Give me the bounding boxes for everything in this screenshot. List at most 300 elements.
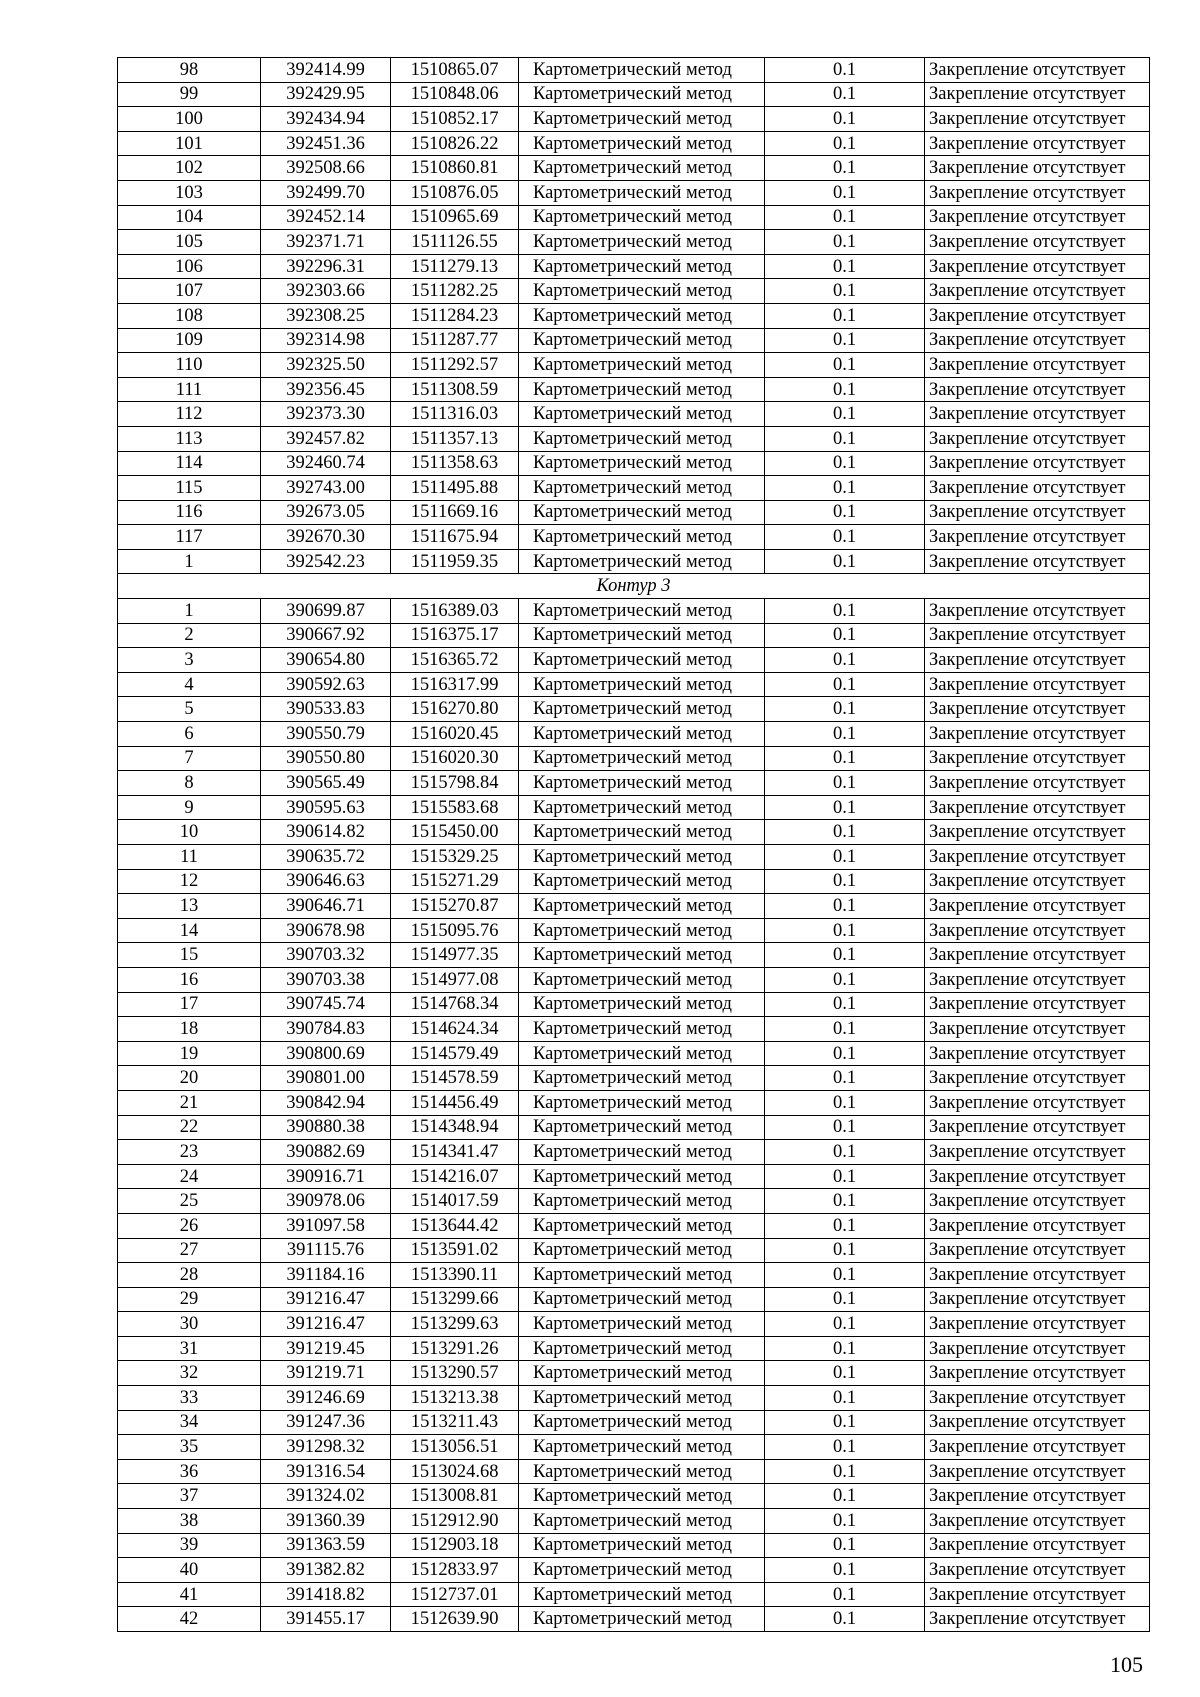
accuracy-cell: 0.1 — [765, 1140, 925, 1165]
table-row — [118, 967, 1150, 992]
fixation-cell: Закрепление отсутствует — [925, 795, 1150, 820]
method-cell: Картометрический метод — [519, 1336, 765, 1361]
point-number-cell: 8 — [118, 771, 261, 796]
x-coordinate-cell: 392373.30 — [261, 402, 391, 427]
table-row — [118, 820, 1150, 845]
accuracy-cell: 0.1 — [765, 722, 925, 747]
x-coordinate-cell: 392325.50 — [261, 353, 391, 378]
y-coordinate-cell: 1516389.03 — [391, 599, 519, 624]
table-row — [118, 303, 1150, 328]
y-coordinate-cell: 1515798.84 — [391, 771, 519, 796]
method-cell: Картометрический метод — [519, 1140, 765, 1165]
y-coordinate-cell: 1513390.11 — [391, 1263, 519, 1288]
method-cell: Картометрический метод — [519, 377, 765, 402]
table-row — [118, 1410, 1150, 1435]
accuracy-cell: 0.1 — [765, 1189, 925, 1214]
accuracy-cell: 0.1 — [765, 1558, 925, 1583]
accuracy-cell: 0.1 — [765, 107, 925, 132]
point-number-cell: 37 — [118, 1484, 261, 1509]
method-cell: Картометрический метод — [519, 894, 765, 919]
fixation-cell: Закрепление отсутствует — [925, 967, 1150, 992]
y-coordinate-cell: 1516317.99 — [391, 672, 519, 697]
y-coordinate-cell: 1511669.16 — [391, 500, 519, 525]
point-number-cell: 117 — [118, 525, 261, 550]
table-row — [118, 1189, 1150, 1214]
x-coordinate-cell: 391184.16 — [261, 1263, 391, 1288]
accuracy-cell: 0.1 — [765, 697, 925, 722]
point-number-cell: 109 — [118, 328, 261, 353]
y-coordinate-cell: 1516020.45 — [391, 722, 519, 747]
accuracy-cell: 0.1 — [765, 328, 925, 353]
y-coordinate-cell: 1516020.30 — [391, 746, 519, 771]
table-row — [118, 205, 1150, 230]
fixation-cell: Закрепление отсутствует — [925, 1164, 1150, 1189]
method-cell: Картометрический метод — [519, 1189, 765, 1214]
x-coordinate-cell: 392499.70 — [261, 180, 391, 205]
fixation-cell: Закрепление отсутствует — [925, 599, 1150, 624]
table-row — [118, 648, 1150, 673]
y-coordinate-cell: 1515271.29 — [391, 869, 519, 894]
contour-title: Контур 3 — [118, 574, 1150, 599]
fixation-cell: Закрепление отсутствует — [925, 1189, 1150, 1214]
table-row — [118, 845, 1150, 870]
fixation-cell: Закрепление отсутствует — [925, 722, 1150, 747]
x-coordinate-cell: 390678.98 — [261, 918, 391, 943]
table-row — [118, 1140, 1150, 1165]
accuracy-cell: 0.1 — [765, 1312, 925, 1337]
table-row — [118, 451, 1150, 476]
y-coordinate-cell: 1510876.05 — [391, 180, 519, 205]
accuracy-cell: 0.1 — [765, 623, 925, 648]
x-coordinate-cell: 392457.82 — [261, 426, 391, 451]
fixation-cell: Закрепление отсутствует — [925, 672, 1150, 697]
accuracy-cell: 0.1 — [765, 1361, 925, 1386]
accuracy-cell: 0.1 — [765, 205, 925, 230]
fixation-cell: Закрепление отсутствует — [925, 1386, 1150, 1411]
accuracy-cell: 0.1 — [765, 131, 925, 156]
x-coordinate-cell: 392296.31 — [261, 254, 391, 279]
y-coordinate-cell: 1511126.55 — [391, 230, 519, 255]
point-number-cell: 14 — [118, 918, 261, 943]
accuracy-cell: 0.1 — [765, 377, 925, 402]
y-coordinate-cell: 1510965.69 — [391, 205, 519, 230]
accuracy-cell: 0.1 — [765, 230, 925, 255]
table-row — [118, 1213, 1150, 1238]
accuracy-cell: 0.1 — [765, 1041, 925, 1066]
accuracy-cell: 0.1 — [765, 58, 925, 83]
method-cell: Картометрический метод — [519, 1017, 765, 1042]
point-number-cell: 26 — [118, 1213, 261, 1238]
method-cell: Картометрический метод — [519, 279, 765, 304]
point-number-cell: 4 — [118, 672, 261, 697]
accuracy-cell: 0.1 — [765, 845, 925, 870]
y-coordinate-cell: 1512833.97 — [391, 1558, 519, 1583]
y-coordinate-cell: 1513299.66 — [391, 1287, 519, 1312]
method-cell: Картометрический метод — [519, 131, 765, 156]
point-number-cell: 113 — [118, 426, 261, 451]
accuracy-cell: 0.1 — [765, 1263, 925, 1288]
point-number-cell: 9 — [118, 795, 261, 820]
table-row — [118, 254, 1150, 279]
point-number-cell: 107 — [118, 279, 261, 304]
table-row — [118, 1435, 1150, 1460]
y-coordinate-cell: 1510826.22 — [391, 131, 519, 156]
y-coordinate-cell: 1512903.18 — [391, 1533, 519, 1558]
method-cell: Картометрический метод — [519, 967, 765, 992]
y-coordinate-cell: 1512912.90 — [391, 1509, 519, 1534]
accuracy-cell: 0.1 — [765, 1164, 925, 1189]
point-number-cell: 2 — [118, 623, 261, 648]
y-coordinate-cell: 1511292.57 — [391, 353, 519, 378]
point-number-cell: 20 — [118, 1066, 261, 1091]
point-number-cell: 28 — [118, 1263, 261, 1288]
x-coordinate-cell: 391360.39 — [261, 1509, 391, 1534]
point-number-cell: 7 — [118, 746, 261, 771]
fixation-cell: Закрепление отсутствует — [925, 107, 1150, 132]
accuracy-cell: 0.1 — [765, 426, 925, 451]
fixation-cell: Закрепление отсутствует — [925, 1312, 1150, 1337]
x-coordinate-cell: 392303.66 — [261, 279, 391, 304]
accuracy-cell: 0.1 — [765, 771, 925, 796]
fixation-cell: Закрепление отсутствует — [925, 279, 1150, 304]
fixation-cell: Закрепление отсутствует — [925, 943, 1150, 968]
accuracy-cell: 0.1 — [765, 1459, 925, 1484]
fixation-cell: Закрепление отсутствует — [925, 1238, 1150, 1263]
method-cell: Картометрический метод — [519, 107, 765, 132]
method-cell: Картометрический метод — [519, 303, 765, 328]
accuracy-cell: 0.1 — [765, 648, 925, 673]
accuracy-cell: 0.1 — [765, 156, 925, 181]
method-cell: Картометрический метод — [519, 1459, 765, 1484]
fixation-cell: Закрепление отсутствует — [925, 1090, 1150, 1115]
y-coordinate-cell: 1516270.80 — [391, 697, 519, 722]
y-coordinate-cell: 1510860.81 — [391, 156, 519, 181]
table-row — [118, 1263, 1150, 1288]
x-coordinate-cell: 392542.23 — [261, 549, 391, 574]
accuracy-cell: 0.1 — [765, 82, 925, 107]
y-coordinate-cell: 1513213.38 — [391, 1386, 519, 1411]
fixation-cell: Закрепление отсутствует — [925, 1435, 1150, 1460]
method-cell: Картометрический метод — [519, 549, 765, 574]
fixation-cell: Закрепление отсутствует — [925, 1533, 1150, 1558]
fixation-cell: Закрепление отсутствует — [925, 426, 1150, 451]
method-cell: Картометрический метод — [519, 1582, 765, 1607]
method-cell: Картометрический метод — [519, 328, 765, 353]
table-row — [118, 549, 1150, 574]
y-coordinate-cell: 1514348.94 — [391, 1115, 519, 1140]
method-cell: Картометрический метод — [519, 230, 765, 255]
table-row — [118, 1090, 1150, 1115]
point-number-cell: 112 — [118, 402, 261, 427]
contour-header-row — [118, 574, 1150, 599]
method-cell: Картометрический метод — [519, 58, 765, 83]
point-number-cell: 12 — [118, 869, 261, 894]
point-number-cell: 34 — [118, 1410, 261, 1435]
method-cell: Картометрический метод — [519, 869, 765, 894]
table-row — [118, 795, 1150, 820]
method-cell: Картометрический метод — [519, 771, 765, 796]
table-row — [118, 525, 1150, 550]
point-number-cell: 23 — [118, 1140, 261, 1165]
accuracy-cell: 0.1 — [765, 918, 925, 943]
x-coordinate-cell: 390550.79 — [261, 722, 391, 747]
point-number-cell: 29 — [118, 1287, 261, 1312]
table-row — [118, 82, 1150, 107]
x-coordinate-cell: 392356.45 — [261, 377, 391, 402]
fixation-cell: Закрепление отсутствует — [925, 1336, 1150, 1361]
y-coordinate-cell: 1513008.81 — [391, 1484, 519, 1509]
method-cell: Картометрический метод — [519, 1533, 765, 1558]
point-number-cell: 101 — [118, 131, 261, 156]
accuracy-cell: 0.1 — [765, 869, 925, 894]
point-number-cell: 114 — [118, 451, 261, 476]
table-row — [118, 943, 1150, 968]
point-number-cell: 33 — [118, 1386, 261, 1411]
point-number-cell: 98 — [118, 58, 261, 83]
fixation-cell: Закрепление отсутствует — [925, 1484, 1150, 1509]
fixation-cell: Закрепление отсутствует — [925, 648, 1150, 673]
point-number-cell: 39 — [118, 1533, 261, 1558]
table-row — [118, 230, 1150, 255]
point-number-cell: 13 — [118, 894, 261, 919]
x-coordinate-cell: 390654.80 — [261, 648, 391, 673]
accuracy-cell: 0.1 — [765, 1090, 925, 1115]
fixation-cell: Закрепление отсутствует — [925, 377, 1150, 402]
table-row — [118, 500, 1150, 525]
fixation-cell: Закрепление отсутствует — [925, 254, 1150, 279]
fixation-cell: Закрепление отсутствует — [925, 131, 1150, 156]
table-row — [118, 279, 1150, 304]
table-row — [118, 1238, 1150, 1263]
point-number-cell: 18 — [118, 1017, 261, 1042]
fixation-cell: Закрепление отсутствует — [925, 156, 1150, 181]
fixation-cell: Закрепление отсутствует — [925, 1066, 1150, 1091]
point-number-cell: 27 — [118, 1238, 261, 1263]
table-row — [118, 131, 1150, 156]
y-coordinate-cell: 1511284.23 — [391, 303, 519, 328]
x-coordinate-cell: 392460.74 — [261, 451, 391, 476]
point-number-cell: 105 — [118, 230, 261, 255]
point-number-cell: 25 — [118, 1189, 261, 1214]
table-row — [118, 1066, 1150, 1091]
point-number-cell: 15 — [118, 943, 261, 968]
y-coordinate-cell: 1514624.34 — [391, 1017, 519, 1042]
table-row — [118, 1386, 1150, 1411]
fixation-cell: Закрепление отсутствует — [925, 1017, 1150, 1042]
x-coordinate-cell: 391324.02 — [261, 1484, 391, 1509]
point-number-cell: 115 — [118, 476, 261, 501]
point-number-cell: 99 — [118, 82, 261, 107]
x-coordinate-cell: 390646.71 — [261, 894, 391, 919]
method-cell: Картометрический метод — [519, 648, 765, 673]
method-cell: Картометрический метод — [519, 918, 765, 943]
method-cell: Картометрический метод — [519, 205, 765, 230]
accuracy-cell: 0.1 — [765, 967, 925, 992]
accuracy-cell: 0.1 — [765, 599, 925, 624]
x-coordinate-cell: 390595.63 — [261, 795, 391, 820]
y-coordinate-cell: 1513211.43 — [391, 1410, 519, 1435]
x-coordinate-cell: 391247.36 — [261, 1410, 391, 1435]
x-coordinate-cell: 390842.94 — [261, 1090, 391, 1115]
y-coordinate-cell: 1516365.72 — [391, 648, 519, 673]
fixation-cell: Закрепление отсутствует — [925, 1582, 1150, 1607]
x-coordinate-cell: 390667.92 — [261, 623, 391, 648]
method-cell: Картометрический метод — [519, 722, 765, 747]
method-cell: Картометрический метод — [519, 623, 765, 648]
fixation-cell: Закрепление отсутствует — [925, 476, 1150, 501]
method-cell: Картометрический метод — [519, 1238, 765, 1263]
x-coordinate-cell: 390565.49 — [261, 771, 391, 796]
point-number-cell: 17 — [118, 992, 261, 1017]
point-number-cell: 104 — [118, 205, 261, 230]
point-number-cell: 1 — [118, 599, 261, 624]
accuracy-cell: 0.1 — [765, 303, 925, 328]
table-row — [118, 377, 1150, 402]
table-row — [118, 918, 1150, 943]
x-coordinate-cell: 391363.59 — [261, 1533, 391, 1558]
table-row — [118, 1115, 1150, 1140]
y-coordinate-cell: 1510852.17 — [391, 107, 519, 132]
method-cell: Картометрический метод — [519, 746, 765, 771]
table-row — [118, 1607, 1150, 1632]
y-coordinate-cell: 1514977.35 — [391, 943, 519, 968]
point-number-cell: 11 — [118, 845, 261, 870]
fixation-cell: Закрепление отсутствует — [925, 697, 1150, 722]
table-row — [118, 1509, 1150, 1534]
x-coordinate-cell: 392434.94 — [261, 107, 391, 132]
x-coordinate-cell: 390978.06 — [261, 1189, 391, 1214]
method-cell: Картометрический метод — [519, 1066, 765, 1091]
fixation-cell: Закрепление отсутствует — [925, 402, 1150, 427]
y-coordinate-cell: 1513056.51 — [391, 1435, 519, 1460]
accuracy-cell: 0.1 — [765, 1287, 925, 1312]
method-cell: Картометрический метод — [519, 1115, 765, 1140]
x-coordinate-cell: 391219.45 — [261, 1336, 391, 1361]
y-coordinate-cell: 1513291.26 — [391, 1336, 519, 1361]
x-coordinate-cell: 391382.82 — [261, 1558, 391, 1583]
point-number-cell: 116 — [118, 500, 261, 525]
accuracy-cell: 0.1 — [765, 1213, 925, 1238]
method-cell: Картометрический метод — [519, 451, 765, 476]
accuracy-cell: 0.1 — [765, 943, 925, 968]
fixation-cell: Закрепление отсутствует — [925, 230, 1150, 255]
table-row — [118, 107, 1150, 132]
accuracy-cell: 0.1 — [765, 1066, 925, 1091]
method-cell: Картометрический метод — [519, 1435, 765, 1460]
y-coordinate-cell: 1515270.87 — [391, 894, 519, 919]
y-coordinate-cell: 1510865.07 — [391, 58, 519, 83]
accuracy-cell: 0.1 — [765, 1582, 925, 1607]
method-cell: Картометрический метод — [519, 1263, 765, 1288]
fixation-cell: Закрепление отсутствует — [925, 1509, 1150, 1534]
accuracy-cell: 0.1 — [765, 451, 925, 476]
accuracy-cell: 0.1 — [765, 1607, 925, 1632]
method-cell: Картометрический метод — [519, 525, 765, 550]
y-coordinate-cell: 1511308.59 — [391, 377, 519, 402]
method-cell: Картометрический метод — [519, 1312, 765, 1337]
x-coordinate-cell: 390550.80 — [261, 746, 391, 771]
fixation-cell: Закрепление отсутствует — [925, 303, 1150, 328]
x-coordinate-cell: 392308.25 — [261, 303, 391, 328]
table-row — [118, 1164, 1150, 1189]
point-number-cell: 6 — [118, 722, 261, 747]
table-row — [118, 1017, 1150, 1042]
method-cell: Картометрический метод — [519, 180, 765, 205]
accuracy-cell: 0.1 — [765, 549, 925, 574]
method-cell: Картометрический метод — [519, 820, 765, 845]
y-coordinate-cell: 1511358.63 — [391, 451, 519, 476]
method-cell: Картометрический метод — [519, 500, 765, 525]
table-row — [118, 623, 1150, 648]
x-coordinate-cell: 390882.69 — [261, 1140, 391, 1165]
accuracy-cell: 0.1 — [765, 1336, 925, 1361]
accuracy-cell: 0.1 — [765, 500, 925, 525]
point-number-cell: 3 — [118, 648, 261, 673]
point-number-cell: 108 — [118, 303, 261, 328]
y-coordinate-cell: 1516375.17 — [391, 623, 519, 648]
fixation-cell: Закрепление отсутствует — [925, 500, 1150, 525]
x-coordinate-cell: 390800.69 — [261, 1041, 391, 1066]
fixation-cell: Закрепление отсутствует — [925, 180, 1150, 205]
fixation-cell: Закрепление отсутствует — [925, 992, 1150, 1017]
point-number-cell: 42 — [118, 1607, 261, 1632]
point-number-cell: 100 — [118, 107, 261, 132]
accuracy-cell: 0.1 — [765, 525, 925, 550]
method-cell: Картометрический метод — [519, 1041, 765, 1066]
y-coordinate-cell: 1511287.77 — [391, 328, 519, 353]
table-row — [118, 1582, 1150, 1607]
fixation-cell: Закрепление отсутствует — [925, 1607, 1150, 1632]
method-cell: Картометрический метод — [519, 943, 765, 968]
fixation-cell: Закрепление отсутствует — [925, 328, 1150, 353]
y-coordinate-cell: 1514017.59 — [391, 1189, 519, 1214]
point-number-cell: 19 — [118, 1041, 261, 1066]
y-coordinate-cell: 1514456.49 — [391, 1090, 519, 1115]
method-cell: Картометрический метод — [519, 254, 765, 279]
y-coordinate-cell: 1511959.35 — [391, 549, 519, 574]
method-cell: Картометрический метод — [519, 1558, 765, 1583]
accuracy-cell: 0.1 — [765, 1386, 925, 1411]
method-cell: Картометрический метод — [519, 1164, 765, 1189]
fixation-cell: Закрепление отсутствует — [925, 82, 1150, 107]
fixation-cell: Закрепление отсутствует — [925, 1287, 1150, 1312]
y-coordinate-cell: 1514579.49 — [391, 1041, 519, 1066]
table-row — [118, 353, 1150, 378]
y-coordinate-cell: 1515450.00 — [391, 820, 519, 845]
accuracy-cell: 0.1 — [765, 254, 925, 279]
method-cell: Картометрический метод — [519, 795, 765, 820]
y-coordinate-cell: 1512639.90 — [391, 1607, 519, 1632]
coordinates-table — [117, 57, 1150, 1632]
method-cell: Картометрический метод — [519, 156, 765, 181]
fixation-cell: Закрепление отсутствует — [925, 205, 1150, 230]
point-number-cell: 5 — [118, 697, 261, 722]
accuracy-cell: 0.1 — [765, 476, 925, 501]
accuracy-cell: 0.1 — [765, 746, 925, 771]
fixation-cell: Закрепление отсутствует — [925, 353, 1150, 378]
x-coordinate-cell: 392670.30 — [261, 525, 391, 550]
table-row — [118, 1041, 1150, 1066]
y-coordinate-cell: 1513299.63 — [391, 1312, 519, 1337]
fixation-cell: Закрепление отсутствует — [925, 845, 1150, 870]
x-coordinate-cell: 390745.74 — [261, 992, 391, 1017]
table-row — [118, 58, 1150, 83]
table-row — [118, 156, 1150, 181]
method-cell: Картометрический метод — [519, 697, 765, 722]
x-coordinate-cell: 390699.87 — [261, 599, 391, 624]
x-coordinate-cell: 390646.63 — [261, 869, 391, 894]
point-number-cell: 22 — [118, 1115, 261, 1140]
